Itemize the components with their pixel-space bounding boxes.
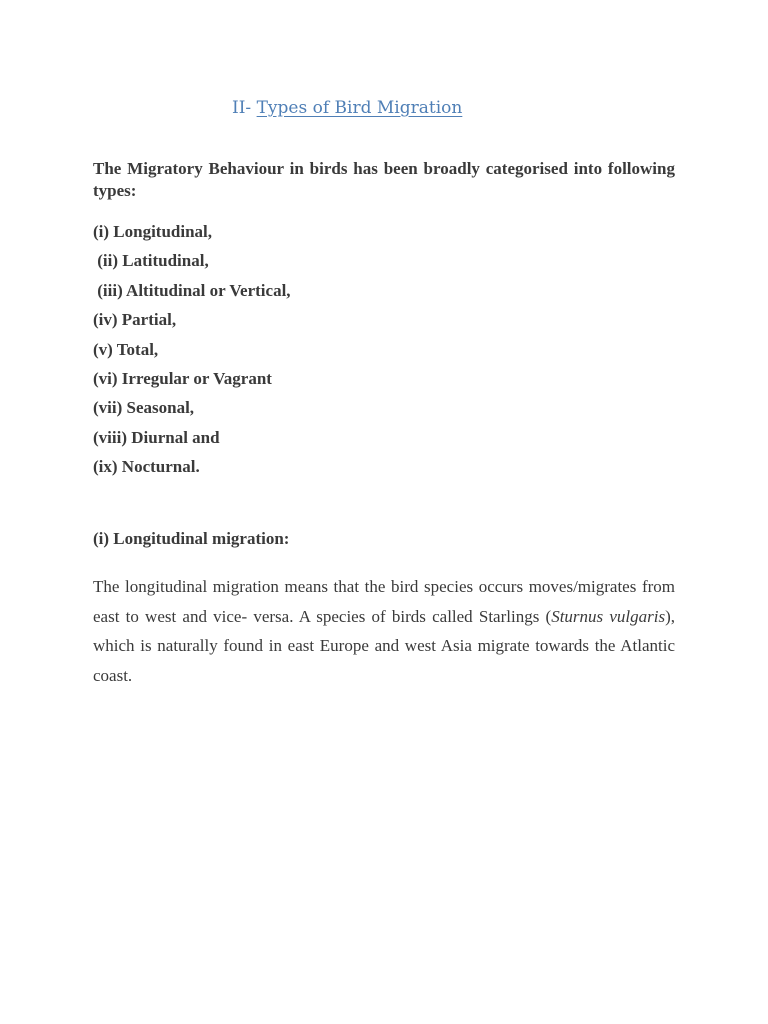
list-item: (ii) Latitudinal, [93, 251, 209, 271]
para-text-part1: The longitudinal migration means that the bird species occurs moves/migrates from east to west and vice- versa. A species of birds called Starlings ( [93, 577, 675, 626]
list-item: (ix) Nocturnal. [93, 457, 200, 477]
list-item: (v) Total, [93, 339, 159, 359]
list-item: (vi) Irregular or Vagrant [93, 368, 272, 388]
list-item: (vii) Seasonal, [93, 398, 195, 418]
heading-title-link[interactable]: Types of Bird Migration [256, 98, 463, 118]
body-paragraph [93, 572, 675, 690]
heading-prefix: II- [232, 98, 257, 118]
list-item: (viii) Diurnal and [93, 427, 220, 447]
list-item: (iii) Altitudinal or Vertical, [93, 280, 291, 300]
subsection-heading: (i) Longitudinal migration: [93, 529, 290, 548]
list-item: (i) Longitudinal, [93, 222, 213, 241]
intro-paragraph: The Migratory Behaviour in birds has been broadly categorised into following types: [93, 159, 675, 200]
list-item: (iv) Partial, [93, 310, 177, 330]
species-name-italic: Sturnus vulgaris [551, 606, 666, 626]
section-heading [232, 98, 462, 118]
para-text-part2: ), which is naturally found in east Europe and west Asia migrate towards the Atlantic coast. [93, 606, 676, 685]
migration-types-list [93, 220, 291, 485]
